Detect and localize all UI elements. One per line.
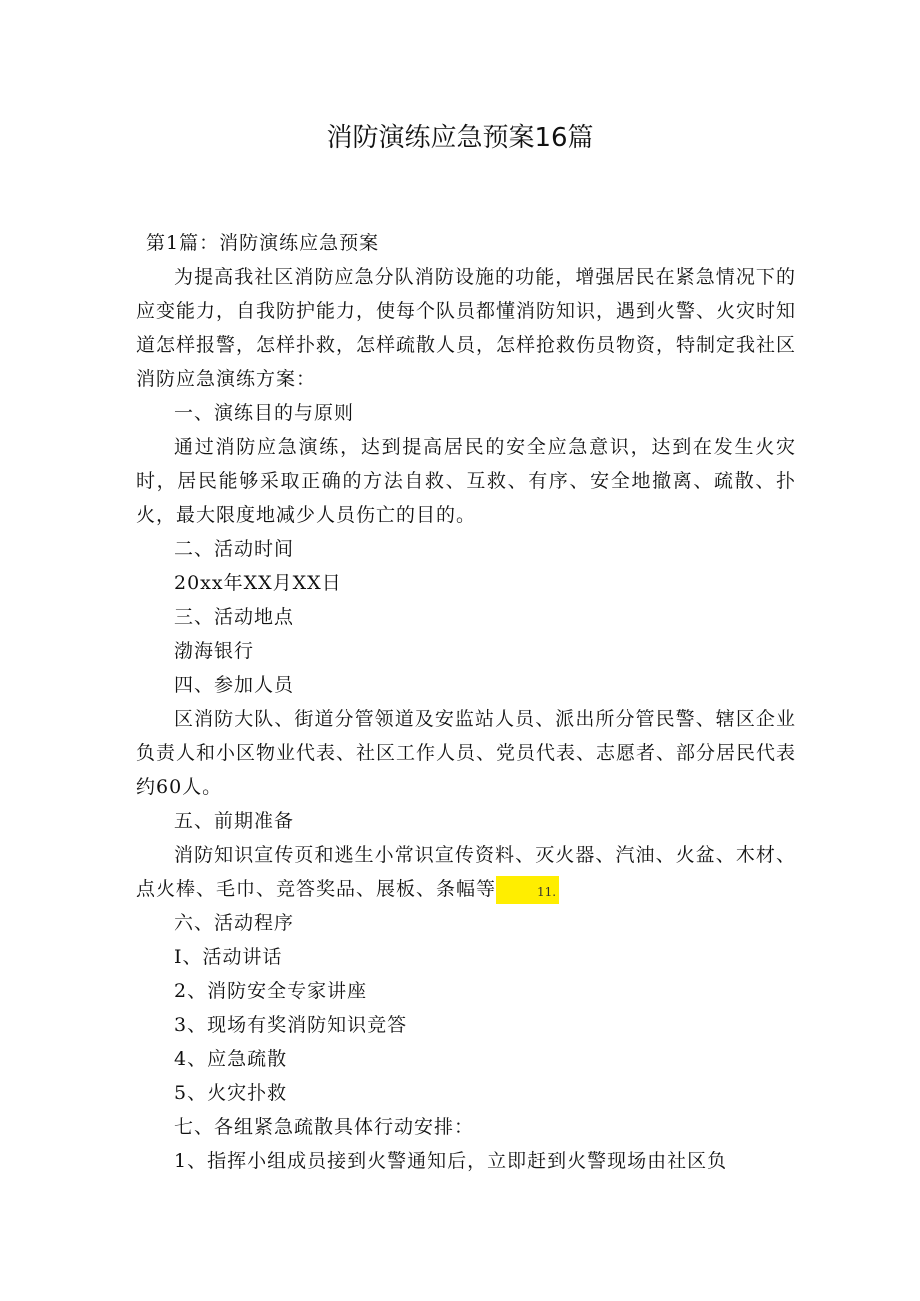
procedure-step: 3、现场有奖消防知识竞答 bbox=[174, 1014, 408, 1036]
time-value: 20xx年XX月XX日 bbox=[174, 572, 342, 594]
highlight-mark: 11. bbox=[496, 876, 559, 904]
heading-participants: 四、参加人员 bbox=[174, 674, 295, 696]
location-value: 渤海银行 bbox=[174, 640, 255, 662]
preparation-text: 消防知识宣传页和逃生小常识宣传资料、灭火器、汽油、火盆、木材、点火棒、毛巾、竞答奖品、展板、条幅等 bbox=[136, 844, 796, 900]
section-label: 第1篇：消防演练应急预案 bbox=[146, 232, 380, 254]
intro-paragraph: 为提高我社区消防应急分队消防设施的功能，增强居民在紧急情况下的应变能力，自我防护能力，使每个队员都懂消防知识，遇到火警、火灾时知道怎样报警，怎样扑救，怎样疏散人员，怎样抢救伤员物资，特制定我社区消防应急演练方案： bbox=[136, 266, 797, 390]
heading-time: 二、活动时间 bbox=[174, 538, 295, 560]
procedure-step: 4、应急疏散 bbox=[174, 1048, 288, 1070]
participants-paragraph: 区消防大队、街道分管领道及安监站人员、派出所分管民警、辖区企业负责人和小区物业代表、社区工作人员、党员代表、志愿者、部分居民代表约60人。 bbox=[136, 708, 797, 798]
heading-location: 三、活动地点 bbox=[174, 606, 295, 628]
document-body bbox=[136, 226, 796, 1178]
procedure-step: 5、火灾扑救 bbox=[174, 1082, 288, 1104]
heading-purpose: 一、演练目的与原则 bbox=[174, 402, 355, 424]
purpose-paragraph: 通过消防应急演练，达到提高居民的安全应急意识，达到在发生火灾时，居民能够采取正确的方法自救、互救、有序、安全地撤离、疏散、扑火，最大限度地减少人员伤亡的目的。 bbox=[136, 436, 796, 526]
evacuation-paragraph: 1、指挥小组成员接到火警通知后，立即赶到火警现场由社区负 bbox=[174, 1150, 728, 1172]
document-title: 消防演练应急预案16篇 bbox=[326, 123, 594, 153]
heading-evacuation: 七、各组紧急疏散具体行动安排： bbox=[174, 1116, 475, 1138]
heading-preparation: 五、前期准备 bbox=[174, 810, 295, 832]
preparation-paragraph bbox=[136, 838, 796, 906]
heading-procedure: 六、活动程序 bbox=[174, 912, 295, 934]
procedure-step: 2、消防安全专家讲座 bbox=[174, 980, 368, 1002]
procedure-step: I、活动讲话 bbox=[174, 946, 283, 968]
